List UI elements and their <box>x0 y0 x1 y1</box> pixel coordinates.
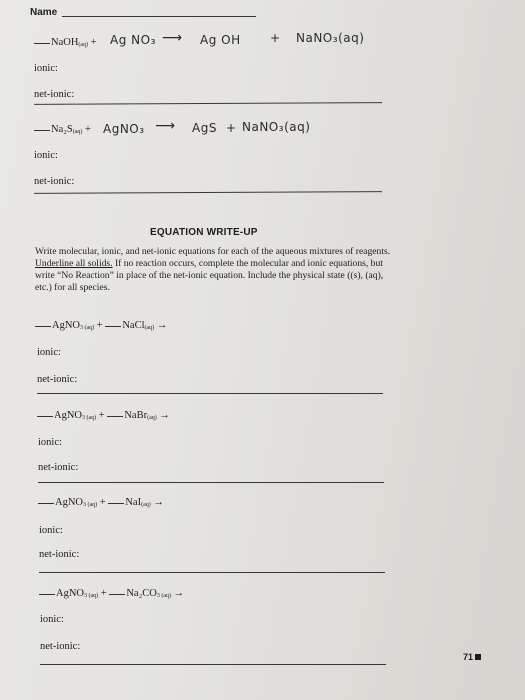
net-ionic-label: net-ionic: <box>34 89 75 100</box>
answer-line <box>40 664 386 665</box>
ionic-label: ionic: <box>40 614 64 625</box>
net-ionic-label: net-ionic: <box>39 549 80 560</box>
arrow-icon: → <box>153 497 164 508</box>
page-marker-icon <box>475 654 481 660</box>
handwritten-product-1: Ag OH <box>200 33 241 47</box>
arrow-icon: → <box>156 320 168 331</box>
handwritten-plus: + <box>270 31 281 45</box>
handwritten-product-1: AgS <box>192 121 217 135</box>
state-label: (aq) <box>72 129 83 135</box>
net-ionic-label: net-ionic: <box>40 641 81 652</box>
answer-line <box>37 393 383 394</box>
arrow-icon: ⟶ <box>155 118 176 134</box>
handwritten-product-2: NaNO₃(aq) <box>242 120 311 134</box>
handwritten-product-2: NaNO₃(aq) <box>296 31 365 45</box>
answer-line <box>39 572 385 573</box>
handwritten-reactant: Ag NO₃ <box>110 33 156 47</box>
arrow-icon: → <box>159 410 170 421</box>
plus-sign: + <box>85 124 91 135</box>
answer-line <box>34 191 382 194</box>
net-ionic-label: net-ionic: <box>37 374 78 385</box>
equation-1-printed <box>34 37 97 48</box>
equation-row: AgNO$_{3 (aq)}$ + NaI$_{(aq)}$ → <box>38 497 164 508</box>
arrow-icon: ⟶ <box>162 30 183 46</box>
answer-line <box>38 482 384 483</box>
underlined-instruction: Underline all solids. <box>35 258 113 269</box>
reactant-naoh: NaOH <box>51 37 79 48</box>
equation-row: AgNO$_{3 (aq)}$ + NaBr$_{(aq)}$ → <box>37 410 170 421</box>
equation-row: AgNO$_{3 (aq)}$ + $Na_2CO_{3 (aq)}$ → <box>39 588 184 599</box>
ionic-label: ionic: <box>34 63 58 74</box>
name-line <box>62 16 256 17</box>
ionic-label: ionic: <box>37 347 61 358</box>
instructions-paragraph: Write molecular, ionic, and net-ionic equations for each of the aqueous mixtures of reagents. Underline all solids. If no reaction occurs, complete the molecular and ionic equations, but write “No Reaction” in place of the net-ionic equation. Include the physical state ((s), (aq), etc.) for all species. <box>35 246 391 293</box>
plus-sign: + <box>90 37 97 48</box>
equation-row: AgNO$_{3 (aq)}$ + NaCl$_{(aq)}$ → <box>35 320 167 331</box>
reactant-na2s: Na₂S <box>51 124 73 135</box>
handwritten-reactant: AgNO₃ <box>103 122 145 136</box>
arrow-icon: → <box>173 588 185 599</box>
net-ionic-label: net-ionic: <box>38 462 79 473</box>
ionic-label: ionic: <box>38 437 62 448</box>
state-label: (aq) <box>78 42 89 48</box>
net-ionic-label: net-ionic: <box>34 176 75 187</box>
answer-line <box>34 102 382 105</box>
page-number: 71 <box>463 652 481 662</box>
section-heading: EQUATION WRITE-UP <box>150 227 258 238</box>
equation-2-printed <box>34 124 91 135</box>
handwritten-plus: + <box>226 121 237 135</box>
ionic-label: ionic: <box>34 150 58 161</box>
ionic-label: ionic: <box>39 525 63 536</box>
name-label: Name <box>30 7 58 18</box>
